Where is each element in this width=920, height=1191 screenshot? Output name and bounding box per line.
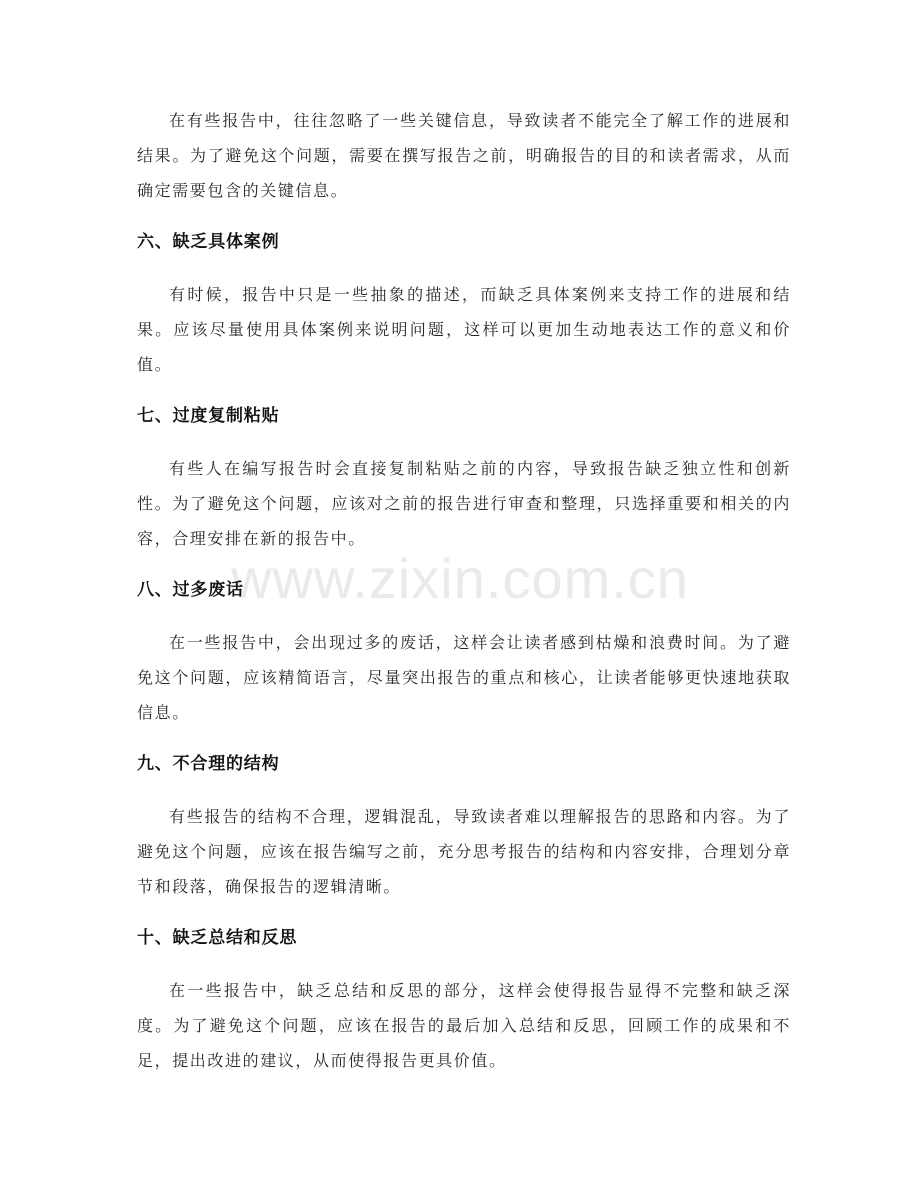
section-body-10: 在一些报告中，缺乏总结和反思的部分，这样会使得报告显得不完整和缺乏深度。为了避免这个问题，应该在报告的最后加入总结和反思，回顾工作的成果和不足，提出改进的建议，从而使得报告更具价值。 [137,981,791,1070]
watermark: www.zixin.com.cn [231,547,689,610]
section-heading-9: 九、不合理的结构 [137,754,280,774]
section-body-6: 有时候，报告中只是一些抽象的描述，而缺乏具体案例来支持工作的进展和结果。应该尽量使用具体案例来说明问题，这样可以更加生动地表达工作的意义和价值。 [137,285,791,374]
intro-paragraph: 在有些报告中，往往忽略了一些关键信息，导致读者不能完全了解工作的进展和结果。为了避免这个问题，需要在撰写报告之前，明确报告的目的和读者需求，从而确定需要包含的关键信息。 [137,111,791,200]
section-heading-8: 八、过多废话 [137,580,244,600]
section-heading-7: 七、过度复制粘贴 [137,406,280,426]
section-body-8: 在一些报告中，会出现过多的废话，这样会让读者感到枯燥和浪费时间。为了避免这个问题，应该精简语言，尽量突出报告的重点和核心，让读者能够更快速地获取信息。 [137,633,791,722]
section-heading-6: 六、缺乏具体案例 [137,232,280,252]
section-body-9: 有些报告的结构不合理，逻辑混乱，导致读者难以理解报告的思路和内容。为了避免这个问题，应该在报告编写之前，充分思考报告的结构和内容安排，合理划分章节和段落，确保报告的逻辑清晰。 [137,807,791,896]
section-body-7: 有些人在编写报告时会直接复制粘贴之前的内容，导致报告缺乏独立性和创新性。为了避免这个问题，应该对之前的报告进行审查和整理，只选择重要和相关的内容，合理安排在新的报告中。 [137,459,791,548]
section-heading-10: 十、缺乏总结和反思 [137,928,298,948]
document-body [137,103,791,1078]
